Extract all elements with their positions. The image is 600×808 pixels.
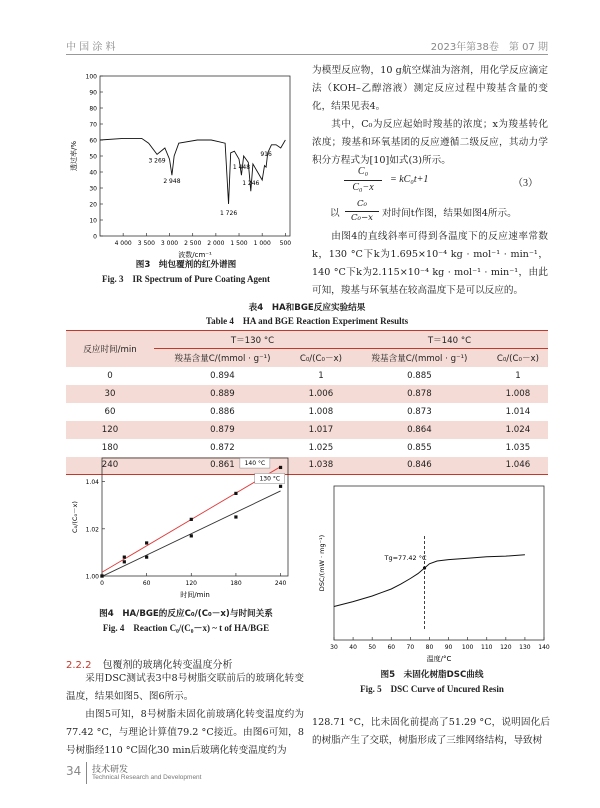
p3-frac-top: C₀ <box>356 199 368 209</box>
peak-label: 916 <box>260 151 272 158</box>
header-rule <box>66 54 548 55</box>
t130-header: T＝130 °C <box>154 331 351 349</box>
figure-4-kinetics-chart <box>66 450 298 610</box>
y-tick-label: 10 <box>89 217 97 225</box>
table-cell: 120 <box>66 421 154 439</box>
table-row <box>66 367 548 385</box>
x-tick-label: 90 <box>444 644 453 651</box>
ir-spectrum-line <box>100 138 285 204</box>
y-tick-label: 90 <box>89 89 97 97</box>
x-tick-label: 60 <box>142 580 151 587</box>
x-tick-label: 130 <box>519 644 531 651</box>
peak-label: 3 269 <box>148 157 166 165</box>
tg-label: Tg=77.42 °C <box>384 554 427 562</box>
table-cell: 1.006 <box>291 385 351 403</box>
y-axis-label: DSC/(mW · mg⁻¹) <box>318 534 326 592</box>
fit-line-1 <box>102 491 281 576</box>
table-cell: 1 <box>515 370 521 381</box>
table-cell: 1.038 <box>291 457 351 475</box>
table-cell: 1.025 <box>308 442 334 453</box>
issue-info: 2023年第38卷 第 07 期 <box>430 42 548 53</box>
equation-3 <box>330 166 550 202</box>
fig4-caption-en: Fig. 4 Reaction C₀/(C₀－x) ~ t of HA/BGE <box>102 623 270 633</box>
col-c-140: 羧基含量C/(mmol · g⁻¹) <box>351 349 488 367</box>
y-axis-label: 透过率/% <box>70 140 78 172</box>
x-tick-label: 50 <box>368 644 377 651</box>
table-cell: 1.014 <box>505 406 531 417</box>
eq-numerator: C₀ <box>357 166 369 177</box>
x-tick-label: 240 <box>274 580 287 587</box>
table-cell: 0.864 <box>351 421 488 439</box>
x-tick-label: 30 <box>330 644 338 651</box>
data-point <box>123 560 126 563</box>
fig3-caption-cn: 图3 纯包覆剂的红外谱图 <box>135 260 237 270</box>
footer-journal-en: Technical Research and Development <box>92 774 202 781</box>
data-point <box>190 534 193 537</box>
x-tick-label: 3 000 <box>160 240 179 247</box>
eq-number: （3） <box>513 178 538 189</box>
x-tick-label: 120 <box>500 644 512 651</box>
table-cell: 1.017 <box>291 421 351 439</box>
y-tick-label: 30 <box>89 185 97 193</box>
series-label: 130 °C <box>259 475 281 483</box>
data-point <box>100 574 103 577</box>
x-tick-label: 80 <box>425 644 434 651</box>
table-cell: 0.885 <box>407 370 432 381</box>
data-point <box>234 515 237 518</box>
footer-divider <box>86 762 87 784</box>
table-cell: 0.846 <box>351 457 488 475</box>
fig5-caption-en: Fig. 5 DSC Curve of Uncured Resin <box>360 684 504 694</box>
tg-point <box>423 566 426 569</box>
t140-header: T＝140 °C <box>351 331 548 349</box>
x-tick-label: 2 500 <box>184 240 202 247</box>
y-tick-label: 1.02 <box>85 526 99 534</box>
table-cell: 0 <box>107 370 113 381</box>
x-tick-label: 60 <box>387 644 396 651</box>
section-number: 2.2.2 <box>66 660 92 671</box>
x-tick-label: 180 <box>230 580 242 587</box>
table-cell: 0.855 <box>407 442 432 453</box>
eq-fraction-bar <box>344 180 382 181</box>
p3-frac-bottom: C₀−x <box>350 213 374 223</box>
figure-3-ir-chart <box>66 66 298 262</box>
right-paragraph-4: 由图4的直线斜率可得到各温度下的反应速率常数k，130 °C下k为1.695×10⁻⁴ kg · mol⁻¹ · min⁻¹，140 °C下k为2.115×10⁻⁴ kg · mol⁻¹ · min⁻¹，由此可知，羧基与环氧基在较高温度下是可以反应的。 <box>312 231 548 296</box>
y-tick-label: 60 <box>89 137 97 145</box>
table-cell: 0.861 <box>154 457 291 475</box>
table-cell: 1 <box>318 370 324 381</box>
table-cell: 180 <box>101 442 119 453</box>
peak-label: 1 726 <box>219 210 238 218</box>
table-row <box>66 385 548 403</box>
eq-denominator: C₀−x <box>352 182 374 193</box>
table-cell: 0.873 <box>407 406 432 417</box>
col-c-130: 羧基含量C/(mmol · g⁻¹) <box>154 349 291 367</box>
table-cell: 1.035 <box>505 442 531 453</box>
section-title: 包覆剂的玻璃化转变温度分析 <box>102 660 233 671</box>
y-tick-label: 40 <box>89 169 97 177</box>
data-point <box>234 492 237 495</box>
table-cell: 1.024 <box>488 421 548 439</box>
table-cell: 1.046 <box>488 457 548 475</box>
dsc-curve <box>334 555 525 607</box>
x-tick-label: 120 <box>185 580 198 587</box>
table4-title-cn: 表4 HA和BGE反应实验结果 <box>248 303 366 313</box>
col-r-130: C₀/(C₀－x) <box>291 349 351 367</box>
table-cell: 30 <box>66 385 154 403</box>
y-tick-label: 1.04 <box>85 479 99 487</box>
peak-label: 2 948 <box>163 178 181 186</box>
x-tick-label: 100 <box>461 644 474 651</box>
x-tick-label: 110 <box>481 644 493 651</box>
data-point <box>279 466 282 469</box>
x-axis-label: 时间/min <box>180 591 210 599</box>
x-tick-label: 40 <box>349 644 357 651</box>
fig3-caption-en: Fig. 3 IR Spectrum of Pure Coating Agent <box>101 274 271 284</box>
table-cell: 1.008 <box>308 406 334 417</box>
x-axis-label: 波数/cm⁻¹ <box>178 251 212 259</box>
x-tick-label: 2 000 <box>207 240 225 247</box>
col-time-header: 反应时间/min <box>66 331 154 367</box>
right-paragraph-3 <box>330 199 550 224</box>
data-point <box>279 485 282 488</box>
y-tick-label: 70 <box>89 121 97 129</box>
fig5-caption-cn: 图5 未固化树脂DSC曲线 <box>380 670 484 680</box>
table-cell: 0.886 <box>210 406 235 417</box>
right-bottom-paragraph: 128.71 °C，比未固化前提高了51.29 °C，说明固化后的树脂产生了交联，树脂形成了三维网络结构，导致树 <box>312 717 550 746</box>
y-tick-label: 80 <box>89 105 97 113</box>
y-tick-label: 100 <box>85 73 97 81</box>
figure-5-dsc-chart <box>314 482 550 668</box>
series-label: 140 °C <box>244 460 266 468</box>
x-tick-label: 1 000 <box>253 240 271 247</box>
y-tick-label: 20 <box>89 201 97 209</box>
section-paragraph-2: 由图5可知，8号树脂未固化前玻璃化转变温度约为77.42 °C，与理论计算值79.2 °C接近。由图6可知，8号树脂经110 °C固化30 min后玻璃化转变温度约为 <box>66 709 304 756</box>
table-cell: 240 <box>66 457 154 475</box>
p3-prefix: 以 <box>330 208 340 219</box>
table-cell: 1.008 <box>488 385 548 403</box>
eq-rhs: = kC₀t+1 <box>390 174 429 185</box>
x-tick-label: 3 500 <box>137 240 155 247</box>
x-axis-label: 温度/°C <box>426 655 452 663</box>
table-cell: 60 <box>104 406 116 417</box>
table-cell: 0.878 <box>351 385 488 403</box>
x-tick-label: 1 500 <box>230 240 248 247</box>
table-cell: 0.894 <box>210 370 235 381</box>
peak-label: 1 246 <box>242 179 260 187</box>
x-tick-label: 0 <box>100 580 104 587</box>
x-tick-label: 4 000 <box>114 240 132 247</box>
peak-label: 1 448 <box>232 163 251 171</box>
footer-journal-cn: 技术研发 <box>92 765 129 775</box>
p3-suffix: 对时间t作图，结果如图4所示。 <box>382 208 517 219</box>
table-row <box>66 403 548 421</box>
data-point <box>123 556 126 559</box>
y-axis-label: C₀/(C₀－x) <box>71 501 79 533</box>
table-cell: 0.872 <box>210 442 235 453</box>
page-number: 34 <box>66 764 82 778</box>
right-paragraph-2: 其中，C₀为反应起始时羧基的浓度；x为羧基转化浓度；羧基和环氧基团的反应遵循二级反应，其动力学积分方程式为[10]如式(3)所示。 <box>312 119 548 166</box>
x-tick-label: 500 <box>279 240 292 247</box>
y-tick-label: 1.00 <box>85 573 99 581</box>
right-paragraph-1: 为模型反应物，10 g航空煤油为溶剂，用化学反应滴定法（KOH–乙醇溶液）测定反应过程中羧基含量的变化，结果见表4。 <box>312 65 548 112</box>
journal-name: 中 国 涂 料 <box>66 42 116 53</box>
section-paragraph-1: 采用DSC测试表3中8号树脂交联前后的玻璃化转变温度，结果如图5、图6所示。 <box>66 673 304 702</box>
table-cell: 0.879 <box>154 421 291 439</box>
data-point <box>145 541 148 544</box>
table-row <box>66 421 548 439</box>
table4-title-en: Table 4 HA and BGE Reaction Experiment Results <box>205 316 409 326</box>
y-tick-label: 0 <box>93 233 97 241</box>
col-r-140: C₀/(C₀－x) <box>488 349 548 367</box>
data-point <box>145 556 148 559</box>
fig4-caption-cn: 图4 HA/BGE的反应C₀/(C₀－x)与时间关系 <box>99 609 273 619</box>
plot-frame <box>334 486 544 640</box>
y-tick-label: 50 <box>89 153 97 161</box>
table-cell: 0.889 <box>154 385 291 403</box>
x-tick-label: 70 <box>406 644 415 651</box>
x-tick-label: 140 <box>538 644 550 651</box>
data-point <box>190 518 193 521</box>
